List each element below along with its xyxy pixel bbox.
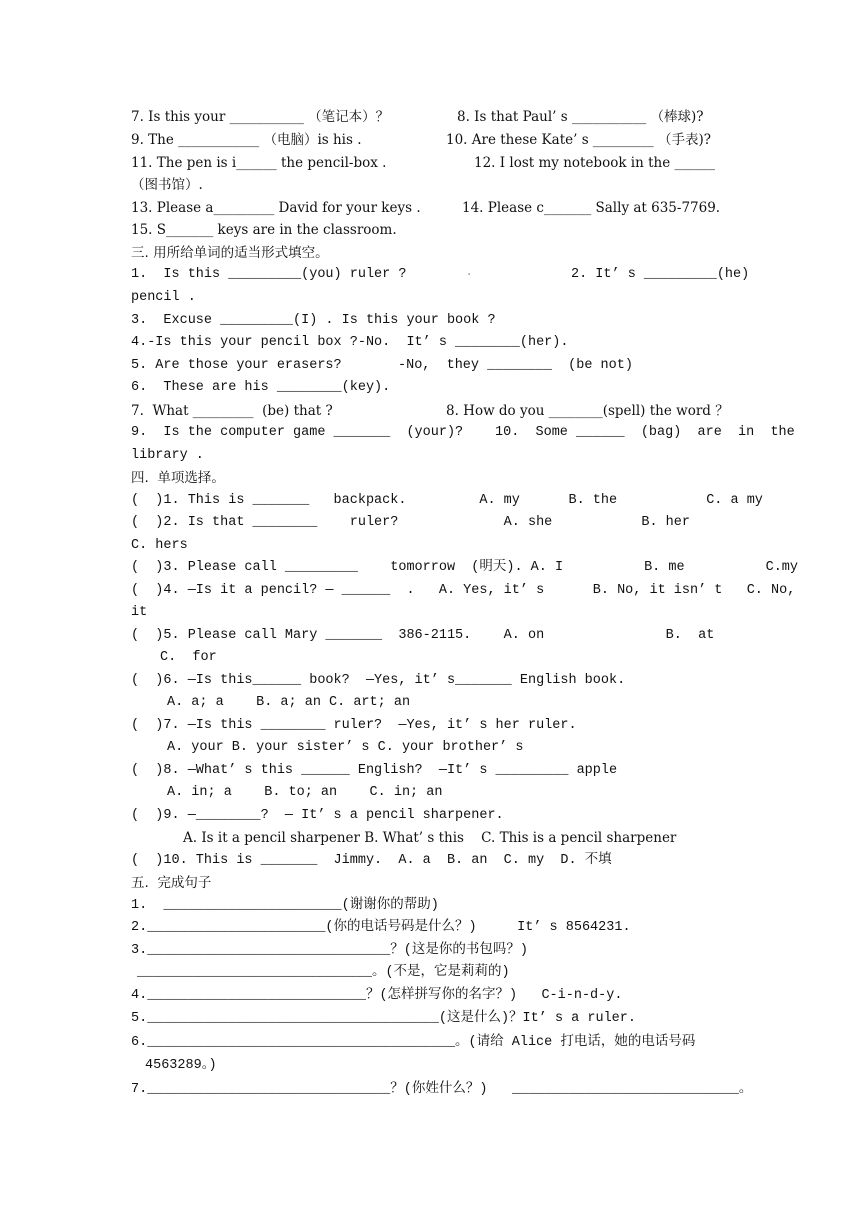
vocab-q12-continued: （图书馆）.	[131, 177, 203, 193]
form-q5: 5. Are those your erasers?	[131, 358, 342, 373]
form-q10-continued: library .	[131, 448, 204, 463]
form-q2-continued: pencil .	[131, 290, 196, 305]
form-q9: 9. Is the computer game _______ (your)?	[131, 425, 464, 440]
stray-dot: ·	[467, 267, 472, 283]
mc-q2: ( )2. Is that ________ ruler? A. she B. her	[131, 515, 690, 530]
vocab-q8: 8. Is that Paul’ s ___________ （棒球)?	[457, 109, 704, 125]
vocab-q11: 11. The pen is i______ the pencil-box .	[131, 155, 387, 171]
mc-q1: ( )1. This is _______ backpack. A. my B. the C. a my	[131, 493, 763, 508]
sentence-q6-continued: 4563289。)	[145, 1058, 217, 1073]
mc-q5: ( )5. Please call Mary _______ 386-2115. A. on B. at	[131, 628, 715, 643]
section-4-title: 四. 单项选择。	[131, 470, 225, 486]
sentence-q5: 5.____________________________________(这是什么)？It’ s a ruler.	[131, 1011, 636, 1026]
form-q3: 3. Excuse _________(I) . Is this your book ?	[131, 313, 496, 328]
sentence-q4: 4.___________________________？(怎样拼写你的名字？) C-i-n-d-y.	[131, 988, 623, 1003]
sentence-q7-answer: ____________________________。	[512, 1082, 753, 1097]
form-q1: 1. Is this _________(you) ruler ?	[131, 267, 407, 282]
vocab-q13: 13. Please a_________ David for your keys .	[131, 200, 421, 216]
section-5-title: 五. 完成句子	[131, 875, 212, 891]
sentence-q3: 3.______________________________？(这是你的书包吗？)	[131, 943, 528, 958]
mc-q6-options: A. a; a B. a; an C. art; an	[167, 695, 411, 710]
form-q2: 2. It’ s _________(he)	[571, 267, 750, 282]
sentence-q2: 2.______________________(你的电话号码是什么？) It’ s 8564231.	[131, 920, 631, 935]
mc-q5-option-c: C. for	[160, 650, 217, 665]
form-q10: 10. Some ______ (bag) are in the	[495, 425, 795, 440]
sentence-q1: 1. ______________________(谢谢你的帮助)	[131, 898, 439, 913]
vocab-q10: 10. Are these Kate’ s _________ （手表)?	[446, 132, 711, 148]
vocab-q15: 15. S_______ keys are in the classroom.	[131, 222, 397, 238]
sentence-q6: 6.______________________________________。(请给 Alice 打电话，她的电话号码	[131, 1035, 696, 1050]
vocab-q9: 9. The ____________ （电脑）is his .	[131, 132, 362, 148]
form-q6: 6. These are his ________(key).	[131, 380, 391, 395]
mc-q9: ( )9. —________? — It’ s a pencil sharpener.	[131, 808, 504, 823]
mc-q10: ( )10. This is _______ Jimmy. A. a B. an C. my D. 不填	[131, 853, 612, 868]
mc-q9-options: A. Is it a pencil sharpener B. What’ s this C. This is a pencil sharpener	[183, 830, 677, 846]
sentence-q7: 7.______________________________？(你姓什么？)	[131, 1082, 488, 1097]
mc-q6: ( )6. —Is this______ book? —Yes, it’ s_______ English book.	[131, 673, 626, 688]
mc-q4: ( )4. —Is it a pencil? — ______ . A. Yes, it’ s B. No, it isn’ t C. No,	[131, 583, 796, 598]
mc-q2-option-c: C. hers	[131, 538, 188, 553]
form-q7: 7. What _________ (be) that ?	[131, 403, 333, 419]
mc-q7-options: A. your B. your sister’ s C. your brother’ s	[167, 740, 524, 755]
section-3-title: 三. 用所给单词的适当形式填空。	[131, 245, 329, 261]
mc-q8-options: A. in; a B. to; an C. in; an	[167, 785, 443, 800]
vocab-q14: 14. Please c_______ Sally at 635-7769.	[462, 200, 721, 216]
form-q5-answer: -No, they ________ (be not)	[398, 358, 633, 373]
sentence-q3-answer: _____________________________。(不是，它是莉莉的)	[137, 965, 510, 980]
form-q4: 4.-Is this your pencil box ?-No. It’ s ________(her).	[131, 335, 569, 350]
mc-q3: ( )3. Please call _________ tomorrow (明天). A. I B. me C.my	[131, 560, 799, 575]
mc-q4-continued: it	[131, 605, 148, 620]
vocab-q12: 12. I lost my notebook in the ______	[474, 155, 716, 171]
mc-q7: ( )7. —Is this ________ ruler? —Yes, it’ s her ruler.	[131, 718, 577, 733]
vocab-q7: 7. Is this your ___________ （笔记本）？	[131, 109, 390, 125]
mc-q8: ( )8. —What’ s this ______ English? —It’ s _________ apple	[131, 763, 618, 778]
form-q8: 8. How do you ________(spell) the word ？	[446, 403, 729, 419]
